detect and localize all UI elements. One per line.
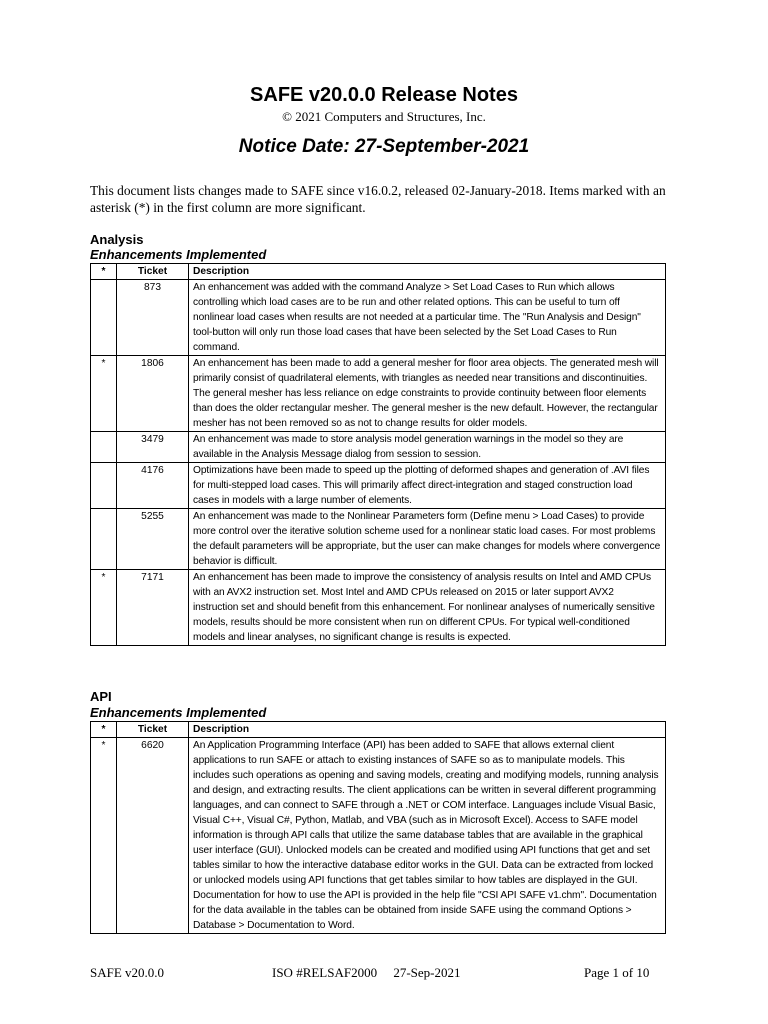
notice-date: Notice Date: 27-September-2021 (238, 136, 530, 157)
row-description: An Application Programming Interface (API) has been added to SAFE that allows external client applications to run SAFE or attach to existing instances of SAFE so as to manipulate models. This includes such operations as opening and saving models, creating and modifying models, running analysis and design, and extracting results. The client applications can be written in several different programming languages, and can connect to SAFE through a .NET or COM interface. Languages include Visual Basic, Visual C++, Visual C#, Python, Matlab, and VBA (such as in Microsoft Excel). Access to SAFE model information is through API calls that utilize the same database tables that are available in the graphical user interface (GUI). Unlocked models can be created and modified using API functions that get and set tables similar to how the interactive database editor works in the GUI. Data can be extracted from locked or unlocked models using API functions that get tables similar to how tables are displayed in the GUI. Documentation for how to use the API is provided in the help file "CSI API SAFE v1.chm". Documentation for the data available in the tables can be obtained from inside SAFE using the command Options > Database > Documentation to Word. (189, 738, 666, 934)
section-title-api: API (90, 689, 112, 704)
row-ticket: 873 (117, 280, 189, 356)
row-star: * (91, 570, 117, 646)
row-ticket: 7171 (117, 570, 189, 646)
row-ticket: 4176 (117, 463, 189, 509)
row-description: An enhancement was made to the Nonlinear Parameters form (Define menu > Load Cases) to provide more control over the iterative solution scheme used for a nonlinear static load cases. For most problems the default parameters will be appropriate, but the user can make changes for models where convergence behavior is difficult. (189, 509, 666, 570)
footer-product: SAFE v20.0.0 (90, 965, 165, 980)
footer-page-number: Page 1 of 10 (584, 965, 650, 980)
row-description: An enhancement has been made to improve the consistency of analysis results on Intel and AMD CPUs with an AVX2 instruction set. Most Intel and AMD CPUs released on 2015 or later support AVX2 instruction set and should benefit from this enhancement. For nonlinear analyses of numerically sensitive models, results should be more consistent when run on different CPUs. For typical well-conditioned models and linear analyses, no significant change is results is expected. (189, 570, 666, 646)
intro-paragraph: This document lists changes made to SAFE since v16.0.2, released 02-January-2018. Items marked with an asterisk (*) in the first column are more significant. (90, 183, 666, 215)
document-title: SAFE v20.0.0 Release Notes (250, 84, 518, 106)
table-row (91, 280, 666, 356)
header-star: * (91, 722, 117, 738)
row-ticket: 5255 (117, 509, 189, 570)
api-table (90, 721, 666, 934)
row-ticket: 3479 (117, 432, 189, 463)
header-ticket: Ticket (117, 264, 189, 280)
table-row (91, 432, 666, 463)
row-star (91, 280, 117, 356)
row-ticket: 1806 (117, 356, 189, 432)
table-row (91, 356, 666, 432)
header-ticket: Ticket (117, 722, 189, 738)
header-description: Description (189, 722, 666, 738)
table-row (91, 570, 666, 646)
section-subtitle-analysis: Enhancements Implemented (90, 247, 267, 262)
table-header-row (91, 722, 666, 738)
row-description: An enhancement has been made to add a general mesher for floor area objects. The generated mesh will primarily consist of quadrilateral elements, with triangles as needed near transitions and discontinuities. The general mesher has less reliance on edge constraints to provide continuity between floor elements than does the older rectangular mesher. The general mesher is the new default. However, the rectangular mesher has not been removed so as not to change results for older models. (189, 356, 666, 432)
row-star: * (91, 738, 117, 934)
row-star (91, 432, 117, 463)
table-row (91, 463, 666, 509)
row-description: An enhancement was made to store analysis model generation warnings in the model so they are available in the Analysis Message dialog from session to session. (189, 432, 666, 463)
footer-iso-date: ISO #RELSAF2000 27-Sep-2021 (272, 965, 461, 980)
header-star: * (91, 264, 117, 280)
row-ticket: 6620 (117, 738, 189, 934)
row-star: * (91, 356, 117, 432)
table-row (91, 738, 666, 934)
table-row (91, 509, 666, 570)
section-subtitle-api: Enhancements Implemented (90, 705, 267, 720)
row-star (91, 463, 117, 509)
section-title-analysis: Analysis (90, 232, 144, 247)
copyright-line: © 2021 Computers and Structures, Inc. (282, 109, 486, 124)
row-description: Optimizations have been made to speed up the plotting of deformed shapes and generation of .AVI files for multi-stepped load cases. This will primarily affect direct-integration and staged construction load cases in models with a large number of elements. (189, 463, 666, 509)
header-description: Description (189, 264, 666, 280)
analysis-table (90, 263, 666, 646)
row-star (91, 509, 117, 570)
row-description: An enhancement was added with the command Analyze > Set Load Cases to Run which allows controlling which load cases are to be run and other related options. This can be useful to turn off nonlinear load cases when results are not needed at a particular time. The "Run Analysis and Design" tool-button will only run those load cases that have been selected by the Set Load Cases to Run command. (189, 280, 666, 356)
table-header-row (91, 264, 666, 280)
